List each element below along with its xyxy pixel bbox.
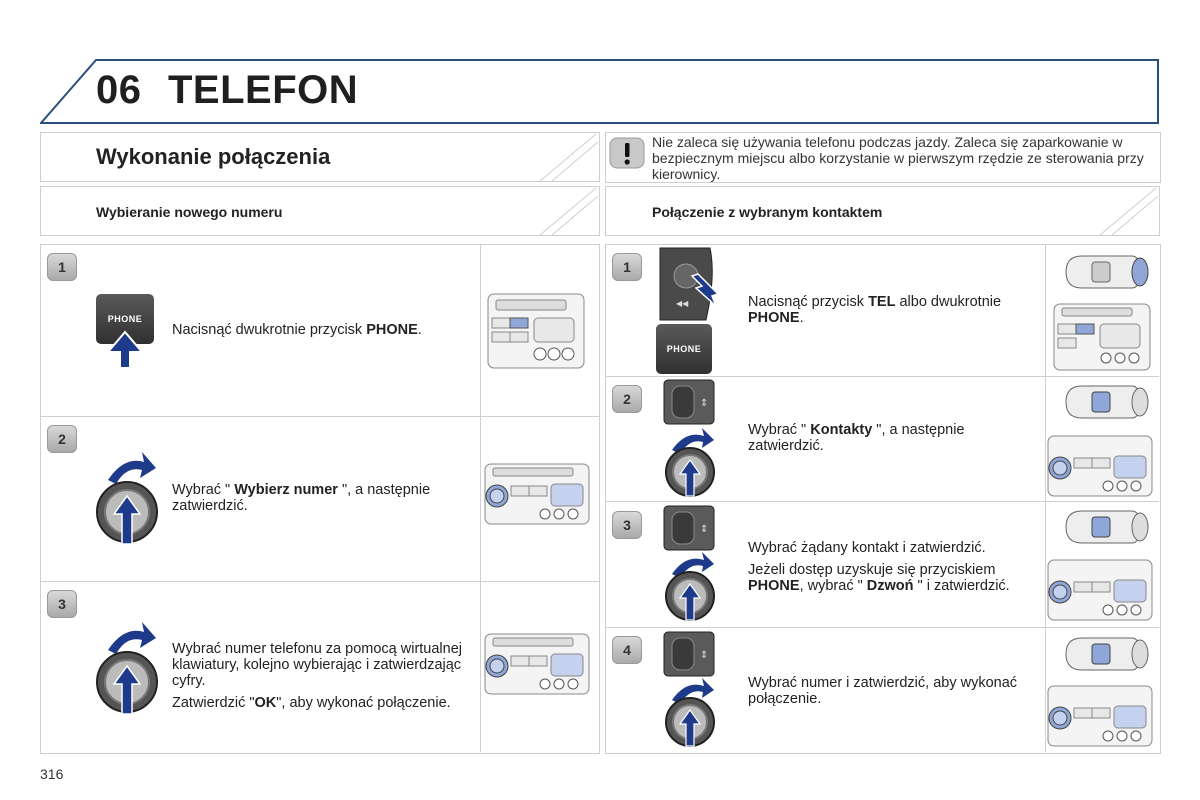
left-step-1-text: Nacisnąć dwukrotnie przycisk PHONE.: [172, 322, 422, 338]
press-arrow-icon: [106, 330, 144, 370]
rotate-knob-icon: [94, 450, 160, 546]
rotate-knob-icon: [662, 426, 718, 498]
left-step-3-text: Wybrać numer telefonu za pomocą wirtualnej klawiatury, kolejno wybierając i zatwierdzając cyfry. Zatwierdzić "OK", aby wykonać połączenie.: [172, 641, 463, 711]
scroll-wheel-control-illustration: [662, 378, 716, 426]
right-step-4-text: Wybrać numer i zatwierdzić, aby wykonać połączenie.: [748, 675, 1018, 707]
radio-panel-illustration: [1046, 558, 1154, 622]
step-number-badge: 2: [612, 385, 642, 413]
step-number-badge: 4: [612, 636, 642, 664]
step-number-badge: 2: [47, 425, 77, 453]
svg-text:◀◀: ◀◀: [676, 299, 689, 308]
phone-button-label: PHONE: [666, 344, 702, 354]
section-title: Wykonanie połączenia: [96, 144, 331, 169]
step-number-badge: 3: [612, 511, 642, 539]
right-step-2-text: Wybrać " Kontakty ", a następnie zatwierdzić.: [748, 422, 965, 454]
warning-text: Nie zaleca się używania telefonu podczas jazdy. Zaleca się zaparkowanie w bezpiecznym miejscu albo korzystanie w pierwszym rzędzie ze sterowania przy kierownicy.: [652, 134, 1144, 182]
right-step-divider: [606, 627, 1159, 628]
left-step-2-text: Wybrać " Wybierz numer ", a następnie zatwierdzić.: [172, 482, 431, 514]
rotate-knob-icon: [94, 620, 160, 716]
radio-panel-illustration: [486, 292, 586, 370]
steering-stalk-illustration: [1062, 505, 1152, 549]
steering-stalk-illustration: [1062, 250, 1152, 294]
scroll-wheel-control-illustration: [662, 630, 716, 678]
radio-panel-illustration: [1046, 684, 1154, 748]
right-step-divider: [606, 501, 1159, 502]
phone-button-label: PHONE: [107, 314, 143, 324]
left-subheading: Wybieranie nowego numeru: [96, 204, 283, 220]
svg-text:⇕: ⇕: [700, 650, 709, 661]
steering-stalk-illustration: [1062, 632, 1152, 676]
svg-text:⇕: ⇕: [700, 398, 709, 409]
svg-text:⇕: ⇕: [700, 524, 709, 535]
right-step-divider: [606, 376, 1159, 377]
steering-stalk-illustration: [1062, 380, 1152, 424]
chapter-title: TELEFON: [168, 68, 359, 112]
phone-button: [656, 324, 712, 374]
left-step-divider: [41, 581, 599, 582]
radio-panel-illustration: [483, 632, 591, 696]
chapter-number: 06: [96, 68, 142, 112]
left-image-column-divider: [480, 245, 481, 752]
rotate-knob-icon: [662, 676, 718, 748]
step-number-badge: 1: [47, 253, 77, 281]
page-number: 316: [40, 766, 64, 782]
right-step-3-text: Wybrać żądany kontakt i zatwierdzić. Jeżeli dostęp uzyskuje się przyciskiem PHONE, wybrać " Dzwoń " i zatwierdzić.: [748, 540, 1010, 594]
exclamation-icon: [609, 137, 645, 169]
radio-panel-illustration: [1052, 302, 1152, 372]
radio-panel-illustration: [483, 462, 591, 526]
steering-wheel-control-illustration: [656, 246, 724, 326]
right-image-column-divider: [1045, 245, 1046, 752]
right-subheading: Połączenie z wybranym kontaktem: [652, 204, 883, 220]
right-step-1-text: Nacisnąć przycisk TEL albo dwukrotnie PHONE.: [748, 294, 1002, 326]
radio-panel-illustration: [1046, 434, 1154, 498]
step-number-badge: 1: [612, 253, 642, 281]
rotate-knob-icon: [662, 550, 718, 622]
scroll-wheel-control-illustration: [662, 504, 716, 552]
step-number-badge: 3: [47, 590, 77, 618]
left-step-divider: [41, 416, 599, 417]
